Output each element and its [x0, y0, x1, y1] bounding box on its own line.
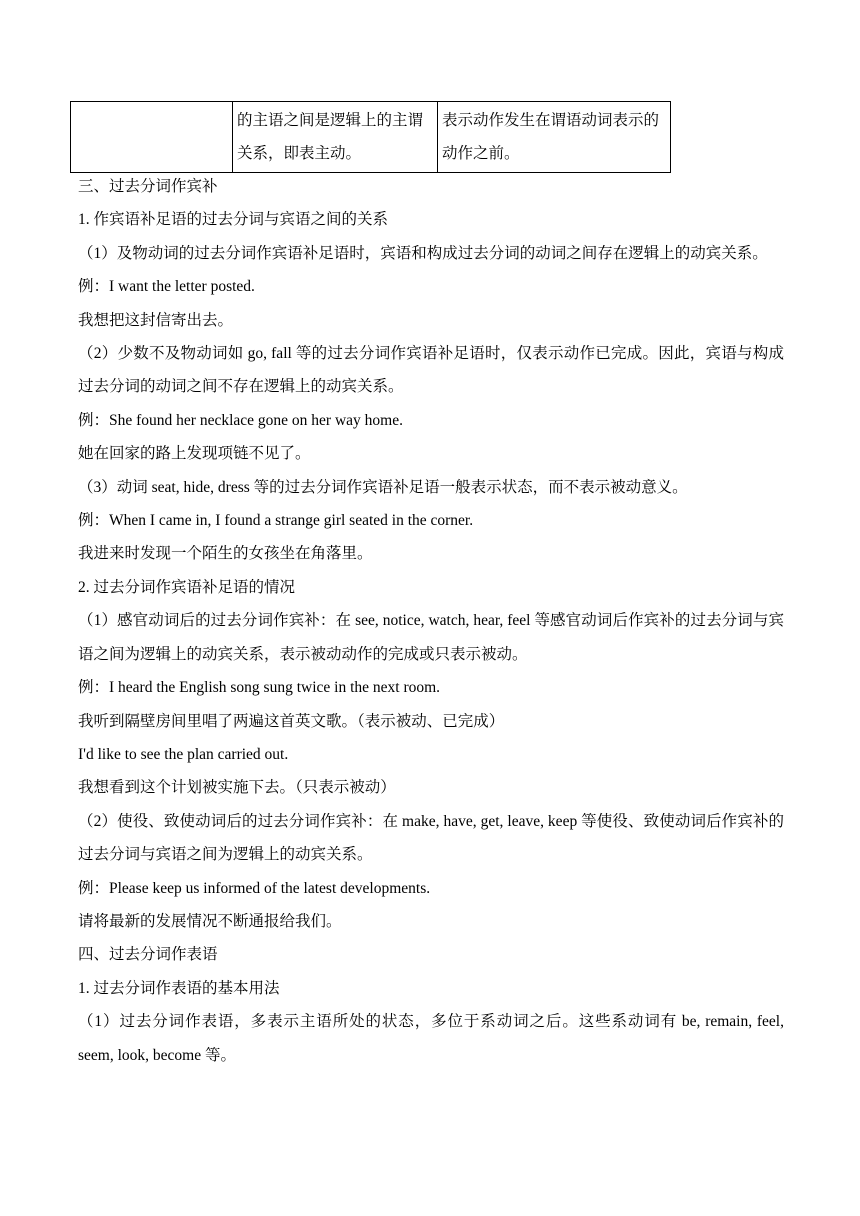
example-english: 例：Please keep us informed of the latest developments.	[78, 879, 431, 897]
example-english: I'd like to see the plan carried out.	[78, 745, 289, 763]
example-chinese: 我想把这封信寄出去。	[78, 311, 234, 329]
continued-table	[70, 101, 671, 173]
paragraph: （3）动词 seat, hide, dress 等的过去分词作宾语补足语一般表示状态，而不表示被动意义。	[78, 478, 688, 496]
section-heading: 三、过去分词作宾补	[78, 178, 218, 195]
example-chinese: 她在回家的路上发现项链不见了。	[78, 445, 311, 463]
example-chinese: 我进来时发现一个陌生的女孩坐在角落里。	[78, 545, 373, 563]
paragraph: （2）使役、致使动词后的过去分词作宾补：在 make, have, get, leave, keep 等使役、致使动词后作宾补的过去分词与宾语之间为逻辑上的动宾关系。	[78, 812, 784, 864]
paragraph: （1）感官动词后的过去分词作宾补：在 see, notice, watch, hear, feel 等感官动词后作宾补的过去分词与宾语之间为逻辑上的动宾关系，表示被动动作的完成或只表示被动。	[78, 612, 784, 663]
section-heading: 四、过去分词作表语	[78, 946, 218, 964]
example-chinese: 我听到隔壁房间里唱了两遍这首英文歌。（表示被动、已完成）	[78, 712, 505, 730]
paragraph: （2）少数不及物动词如 go, fall 等的过去分词作宾语补足语时，仅表示动作已完成。因此，宾语与构成过去分词的动词之间不存在逻辑上的动宾关系。	[78, 345, 784, 396]
table-cell: 表示动作发生在谓语动词表示的动作之前。	[438, 102, 671, 173]
example-chinese: 我想看到这个计划被实施下去。（只表示被动）	[78, 779, 396, 797]
example-english: 例：I heard the English song sung twice in the next room.	[78, 679, 441, 697]
document-body	[78, 170, 784, 1072]
example-english: 例：She found her necklace gone on her way home.	[78, 411, 403, 429]
example-english: 例：I want the letter posted.	[78, 278, 255, 296]
table-row	[71, 102, 671, 173]
table-cell: 的主语之间是逻辑上的主谓关系，即表主动。	[233, 102, 438, 173]
paragraph: （1）过去分词作表语，多表示主语所处的状态，多位于系动词之后。这些系动词有 be, remain, feel, seem, look, become 等。	[78, 1013, 784, 1064]
subsection-heading: 2. 过去分词作宾语补足语的情况	[78, 578, 296, 596]
example-english: 例：When I came in, I found a strange girl seated in the corner.	[78, 512, 474, 530]
paragraph: （1）及物动词的过去分词作宾语补足语时，宾语和构成过去分词的动词之间存在逻辑上的动宾关系。	[78, 244, 768, 262]
subsection-heading: 1. 过去分词作表语的基本用法	[78, 979, 280, 997]
table-cell	[71, 102, 233, 173]
subsection-heading: 1. 作宾语补足语的过去分词与宾语之间的关系	[78, 211, 389, 229]
example-chinese: 请将最新的发展情况不断通报给我们。	[78, 912, 342, 930]
